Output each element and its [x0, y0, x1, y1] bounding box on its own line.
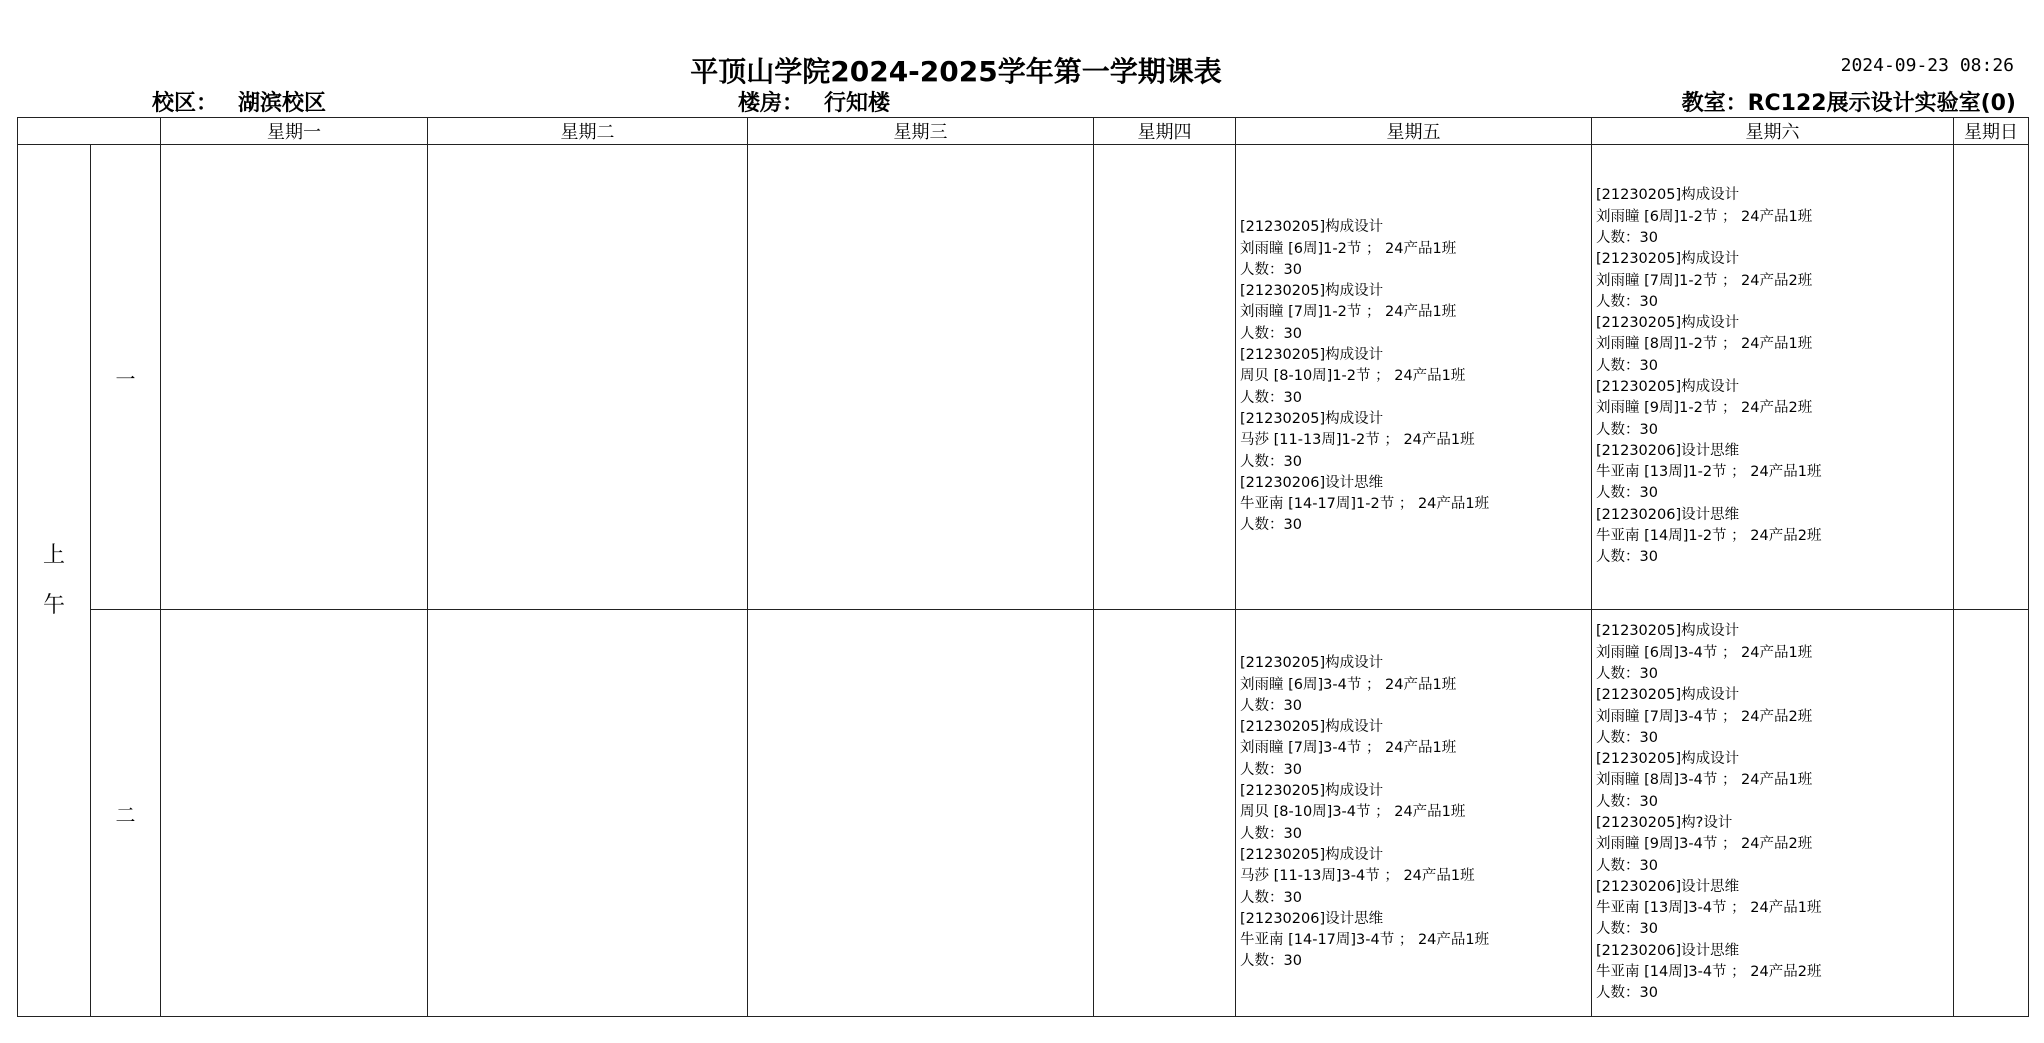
cell-p2-fri: [1236, 610, 1592, 1017]
course-detail: 刘雨瞳 [6周]1-2节 ； 24产品1班: [1596, 208, 1813, 225]
enrollment-count: 人数：30: [1240, 453, 1302, 470]
course-entry: [1596, 621, 1953, 685]
building-label: 楼房：: [738, 91, 805, 116]
cell-p1-tue: [428, 145, 748, 610]
course-entry: [1240, 217, 1591, 281]
course-name: [21230206]设计思维: [1596, 942, 1740, 959]
morning-char-1: 上: [42, 542, 65, 568]
cell-p2-mon: [161, 610, 428, 1017]
course-detail: 牛亚南 [13周]1-2节 ； 24产品1班: [1596, 464, 1822, 481]
course-entry: [1596, 505, 1953, 569]
enrollment-count: 人数：30: [1240, 761, 1302, 778]
course-detail: 马莎 [11-13周]1-2节 ； 24产品1班: [1240, 432, 1475, 449]
course-entry: [1596, 813, 1953, 877]
course-detail: 刘雨瞳 [6周]3-4节 ； 24产品1班: [1596, 644, 1813, 661]
page-title: [0, 50, 2044, 90]
day-header-mon: 星期一: [161, 118, 428, 145]
course-entry: [1596, 877, 1953, 941]
day-header-thu: 星期四: [1094, 118, 1236, 145]
enrollment-count: 人数：30: [1596, 921, 1658, 938]
course-name: [21230205]构成设计: [1596, 623, 1740, 640]
course-detail: 刘雨瞳 [9周]1-2节 ； 24产品2班: [1596, 400, 1813, 417]
enrollment-count: 人数：30: [1596, 665, 1658, 682]
course-detail: 牛亚南 [14周]1-2节 ； 24产品2班: [1596, 528, 1822, 545]
course-entry: [1240, 473, 1591, 537]
cell-p2-sat: [1592, 610, 1954, 1017]
campus-value: 湖滨校区: [238, 91, 327, 116]
course-name: [21230205]构成设计: [1240, 719, 1384, 736]
course-detail: 刘雨瞳 [6周]3-4节 ； 24产品1班: [1240, 676, 1457, 693]
course-detail: 刘雨瞳 [8周]3-4节 ； 24产品1班: [1596, 772, 1813, 789]
enrollment-count: 人数：30: [1240, 389, 1302, 406]
course-entry: [1240, 345, 1591, 409]
course-entry: [1240, 845, 1591, 909]
enrollment-count: 人数：30: [1596, 357, 1658, 374]
enrollment-count: 人数：30: [1596, 857, 1658, 874]
course-entry: [1596, 685, 1953, 749]
course-detail: 刘雨瞳 [7周]1-2节 ； 24产品2班: [1596, 272, 1813, 289]
enrollment-count: 人数：30: [1596, 421, 1658, 438]
course-name: [21230206]设计思维: [1596, 442, 1740, 459]
course-name: [21230206]设计思维: [1596, 506, 1740, 523]
day-header-sat: 星期六: [1592, 118, 1954, 145]
enrollment-count: 人数：30: [1240, 261, 1302, 278]
period-row: [18, 145, 2029, 610]
campus-info: [152, 86, 326, 117]
course-name: [21230205]构成设计: [1240, 410, 1384, 427]
course-detail: 牛亚南 [13周]3-4节 ； 24产品1班: [1596, 900, 1822, 917]
course-name: [21230206]设计思维: [1240, 910, 1384, 927]
corner-cell: [18, 118, 161, 145]
enrollment-count: 人数：30: [1240, 697, 1302, 714]
cell-p2-sun: [1954, 610, 2029, 1017]
period-label-1: 一: [91, 145, 161, 610]
morning-char-2: 午: [42, 592, 65, 618]
cell-p1-sat: [1592, 145, 1954, 610]
course-name: [21230205]构成设计: [1596, 187, 1740, 204]
enrollment-count: 人数：30: [1596, 293, 1658, 310]
course-detail: 刘雨瞳 [7周]3-4节 ； 24产品1班: [1240, 740, 1457, 757]
building-info: [738, 86, 890, 117]
course-detail: 周贝 [8-10周]1-2节 ； 24产品1班: [1240, 368, 1466, 385]
day-header-wed: 星期三: [748, 118, 1094, 145]
course-name: [21230205]构成设计: [1596, 687, 1740, 704]
course-name: [21230205]构成设计: [1596, 251, 1740, 268]
entry-list: [1236, 653, 1591, 972]
day-header-row: [18, 118, 2029, 145]
period-row: [18, 610, 2029, 1017]
campus-label: 校区：: [152, 91, 219, 116]
course-name: [21230205]构成设计: [1240, 283, 1384, 300]
course-name: [21230206]设计思维: [1240, 474, 1384, 491]
course-name: [21230205]构成设计: [1240, 846, 1384, 863]
course-entry: [1240, 717, 1591, 781]
day-header-sun: 星期日: [1954, 118, 2029, 145]
course-entry: [1596, 313, 1953, 377]
entry-list: [1592, 621, 1953, 1004]
course-entry: [1240, 281, 1591, 345]
course-name: [21230205]构成设计: [1596, 751, 1740, 768]
course-name: [21230205]构成设计: [1240, 783, 1384, 800]
course-name: [21230205]构成设计: [1240, 655, 1384, 672]
course-detail: 牛亚南 [14-17周]1-2节 ； 24产品1班: [1240, 496, 1490, 513]
title-text: 平顶山学院2024-2025学年第一学期课表: [690, 55, 1222, 88]
entry-list: [1592, 185, 1953, 568]
enrollment-count: 人数：30: [1240, 517, 1302, 534]
enrollment-count: 人数：30: [1240, 825, 1302, 842]
cell-p1-sun: [1954, 145, 2029, 610]
cell-p1-wed: [748, 145, 1094, 610]
enrollment-count: 人数：30: [1240, 953, 1302, 970]
building-value: 行知楼: [824, 91, 891, 116]
timetable: [17, 117, 2029, 1017]
course-entry: [1240, 781, 1591, 845]
course-detail: 马莎 [11-13周]3-4节 ； 24产品1班: [1240, 868, 1475, 885]
day-header-fri: 星期五: [1236, 118, 1592, 145]
course-entry: [1240, 653, 1591, 717]
course-detail: 牛亚南 [14周]3-4节 ； 24产品2班: [1596, 964, 1822, 981]
cell-p2-wed: [748, 610, 1094, 1017]
course-name: [21230205]构成设计: [1240, 347, 1384, 364]
course-entry: [1596, 941, 1953, 1005]
enrollment-count: 人数：30: [1240, 889, 1302, 906]
print-timestamp: 2024-09-23 08:26: [1840, 55, 2014, 76]
cell-p1-thu: [1094, 145, 1236, 610]
enrollment-count: 人数：30: [1240, 325, 1302, 342]
enrollment-count: 人数：30: [1596, 729, 1658, 746]
entry-list: [1236, 217, 1591, 536]
enrollment-count: 人数：30: [1596, 985, 1658, 1002]
course-entry: [1596, 749, 1953, 813]
course-entry: [1596, 185, 1953, 249]
course-entry: [1240, 409, 1591, 473]
course-entry: [1596, 377, 1953, 441]
course-detail: 刘雨瞳 [7周]3-4节 ； 24产品2班: [1596, 708, 1813, 725]
cell-p1-fri: [1236, 145, 1592, 610]
course-detail: 刘雨瞳 [6周]1-2节 ； 24产品1班: [1240, 240, 1457, 257]
course-detail: 刘雨瞳 [9周]3-4节 ； 24产品2班: [1596, 836, 1813, 853]
course-detail: 刘雨瞳 [8周]1-2节 ； 24产品1班: [1596, 336, 1813, 353]
course-name: [21230205]构成设计: [1596, 315, 1740, 332]
course-entry: [1596, 441, 1953, 505]
enrollment-count: 人数：30: [1596, 793, 1658, 810]
cell-p2-tue: [428, 610, 748, 1017]
cell-p1-mon: [161, 145, 428, 610]
morning-label: [18, 145, 91, 1017]
course-name: [21230206]设计思维: [1596, 878, 1740, 895]
course-name: [21230205]构成设计: [1596, 379, 1740, 395]
room-info: 教室：RC122展示设计实验室(0): [1681, 91, 2016, 116]
course-entry: [1240, 909, 1591, 973]
cell-p2-thu: [1094, 610, 1236, 1017]
course-detail: 刘雨瞳 [7周]1-2节 ； 24产品1班: [1240, 304, 1457, 321]
course-entry: [1596, 249, 1953, 313]
enrollment-count: 人数：30: [1596, 229, 1658, 246]
day-header-tue: 星期二: [428, 118, 748, 145]
course-name: [21230205]构?设计: [1596, 815, 1733, 831]
course-detail: 牛亚南 [14-17周]3-4节 ； 24产品1班: [1240, 932, 1490, 949]
course-name: [21230205]构成设计: [1240, 219, 1384, 236]
period-label-2: 二: [91, 610, 161, 1017]
enrollment-count: 人数：30: [1596, 485, 1658, 502]
enrollment-count: 人数：30: [1596, 549, 1658, 566]
course-detail: 周贝 [8-10周]3-4节 ； 24产品1班: [1240, 804, 1466, 821]
